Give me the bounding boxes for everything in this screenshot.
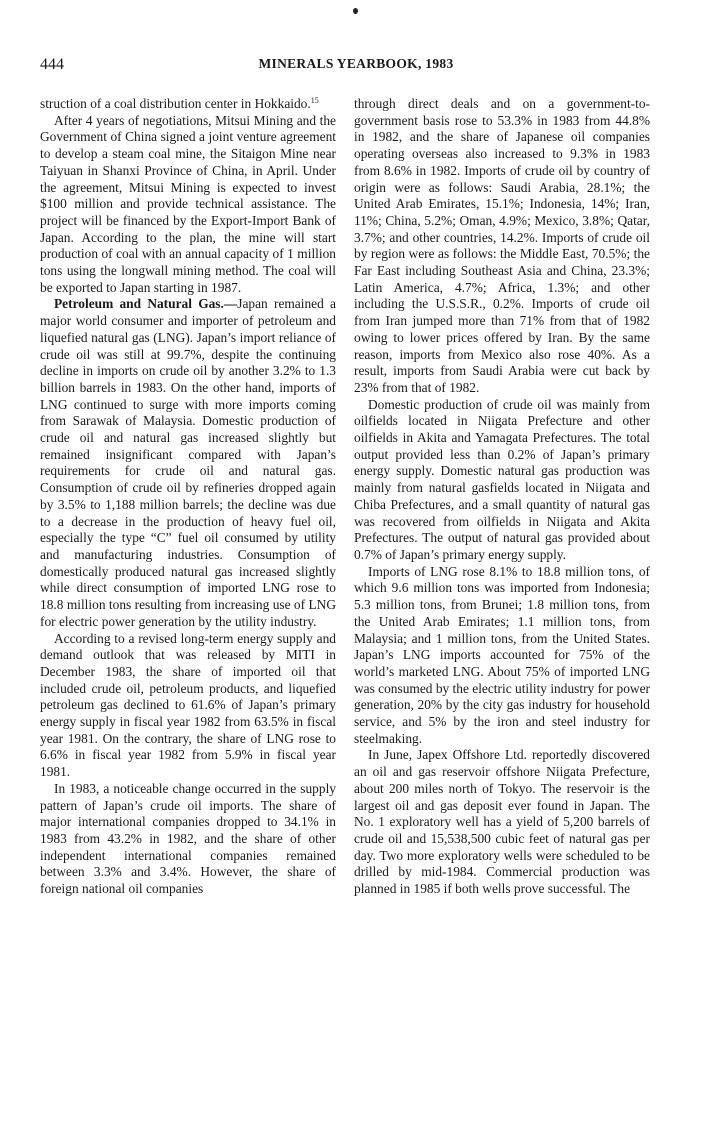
paragraph-text: struction of a coal distribution center in Hokkaido. bbox=[40, 96, 311, 111]
left-column bbox=[40, 96, 336, 898]
paragraph: After 4 years of negotiations, Mitsui Mining and the Government of China signed a joint venture agreement to develop a steam coal mine, the Sitaigon Mine near Taiyuan in Shanxi Province of China, in April. Under the agreement, Mitsui Mining is expected to invest $100 million and provide technical assistance. The project will be financed by the Export-Import Bank of Japan. According to the plan, the mine will start production of coal with an annual capacity of 1 million tons using the longwall mining method. The coal will be exported to Japan starting in 1987. bbox=[40, 112, 336, 295]
section-heading: Petroleum and Natural Gas.— bbox=[54, 296, 238, 312]
paragraph: Imports of LNG rose 8.1% to 18.8 million tons, of which 9.6 million tons was imported from Indonesia; 5.3 million tons, from Brunei; 1.8 million tons, from the United Arab Emirates; 1.1 million tons, from Malaysia; and 1 million tons, from the United States. Japan’s LNG imports accounted for 75% of the world’s marketed LNG. About 75% of imported LNG was consumed by the electric utility industry for power generation, 20% by the city gas industry for household service, and 5% by the iron and steel industry for steelmaking. bbox=[354, 563, 651, 746]
paragraph bbox=[40, 96, 336, 113]
paragraph: In June, Japex Offshore Ltd. reportedly discovered an oil and gas reservoir offshore Niigata Prefecture, about 200 miles north of Tokyo. The reservoir is the largest oil and gas deposit ever found in Japan. The No. 1 exploratory well has a yield of 5,200 barrels of crude oil and 15,538,500 cubic feet of natural gas per day. Two more exploratory wells were scheduled to be drilled by mid-1984. Commercial production was planned in 1985 if both wells prove successful. The bbox=[354, 747, 650, 897]
right-column bbox=[354, 96, 650, 898]
page-header bbox=[40, 56, 672, 76]
ink-speck bbox=[353, 8, 358, 14]
running-title: MINERALS YEARBOOK, 1983 bbox=[258, 56, 454, 71]
paragraph-text: Japan remained a major world consumer and importer of petroleum and liquefied natural gas (LNG). Japan’s import reliance of crude oil was still at 99.7%, despite the continuing decline in imports on crude oil by another 3.2% to 1.3 billion barrels in 1983. On the other hand, imports of LNG continued to surge with more imports coming from Sarawak of Malaysia. Domestic production of crude oil and natural gas increased slightly but remained insignificant compared with Japan’s requirements for crude oil and natural gas. Consumption of crude oil by refineries dropped again by 3.5% to 1,188 million barrels; the decline was due to a decrease in the production of heavy fuel oil, especially the type “C” fuel oil consumed by utility and manufacturing industries. Consumption of domestically produced natural gas increased slightly while direct consumption of imported LNG rose to 18.8 million tons resulting from increasing use of LNG for electric power generation by the utility industry. bbox=[40, 296, 336, 629]
paragraph: In 1983, a noticeable change occurred in the supply pattern of Japan’s crude oil imports. The share of major international companies dropped to 34.1% in 1983 from 43.2% in 1982, and the share of other independent international companies remained between 3.3% and 3.4%. However, the share of foreign national oil companies bbox=[40, 780, 336, 897]
footnote-ref: 15 bbox=[310, 96, 319, 105]
page-number: 444 bbox=[40, 56, 64, 73]
paragraph: According to a revised long-term energy supply and demand outlook that was released by MITI in December 1983, the share of imported oil that included crude oil, petroleum products, and liquefied petroleum gas declined to 61.6% of Japan’s primary energy supply in fiscal year 1982 from 63.5% in fiscal year 1981. On the contrary, the share of LNG rose to 6.6% in fiscal year 1982 from 5.9% in fiscal year 1981. bbox=[40, 630, 336, 780]
paragraph: Domestic production of crude oil was mainly from oilfields located in Niigata Prefecture and other oilfields in Akita and Yamagata Prefectures. The total output provided less than 0.2% of Japan’s primary energy supply. Domestic natural gas production was mainly from natural gasfields located in Niigata and Chiba Prefectures, and a small quantity of natural gas was recovered from oilfields in Niigata and Akita Prefectures. The output of natural gas provided about 0.7% of Japan’s primary energy supply. bbox=[354, 396, 650, 562]
paragraph bbox=[40, 296, 336, 630]
paragraph: through direct deals and on a government-to-government basis rose to 53.3% in 1983 from 44.8% in 1982, and the share of Japanese oil companies operating overseas also increased to 9.3% in 1983 from 8.6% in 1982. Imports of crude oil by country of origin were as follows: Saudi Arabia, 28.1%; the United Arab Emirates, 15.1%; Indonesia, 14%; Iran, 11%; China, 5.2%; Oman, 4.9%; Mexico, 3.8%; Qatar, 3.7%; and other countries, 14.2%. Imports of crude oil by region were as follows: the Middle East, 70.5%; the Far East including Southeast Asia and China, 23.3%; Latin America, 4.7%; Africa, 1.3%; and other including the U.S.S.R., 0.2%. Imports of crude oil from Iran jumped more than 71% from that of 1982 owing to lower prices offered by Iran. By the same reason, imports from Mexico also rose 40%. As a result, imports from Saudi Arabia were cut back by 23% from that of 1982. bbox=[354, 96, 650, 395]
